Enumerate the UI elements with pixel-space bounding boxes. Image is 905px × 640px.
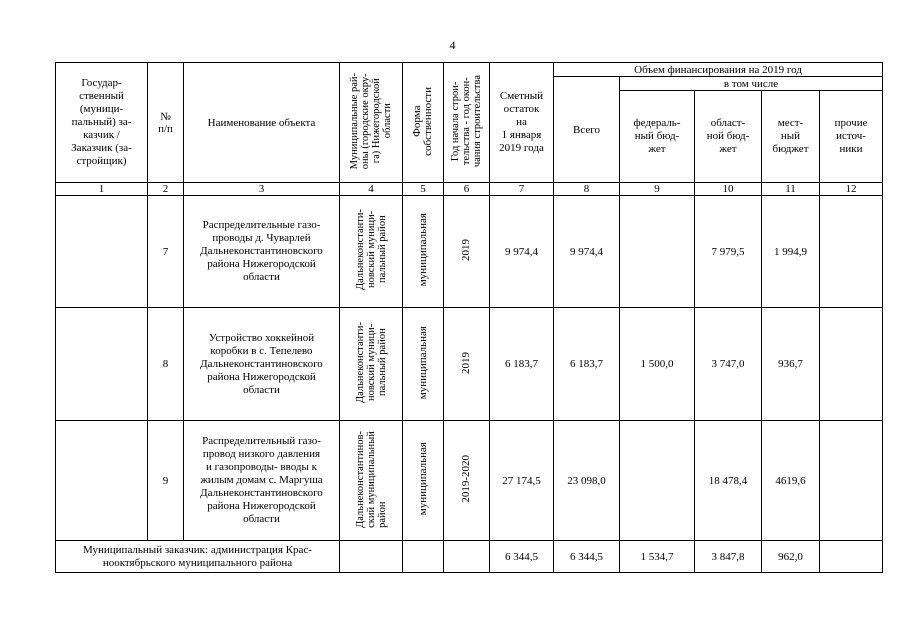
col-number: 5 <box>403 183 444 196</box>
row-balance: 9 974,4 <box>490 196 554 308</box>
header-regional: област- ной бюд- жет <box>695 91 762 183</box>
header-federal: федераль- ный бюд- жет <box>620 91 695 183</box>
col-number: 3 <box>184 183 340 196</box>
row-customer <box>56 421 148 541</box>
table-row <box>56 421 883 541</box>
row-district: Дальнеконстанти- новский муници- пальный район <box>340 196 403 308</box>
row-no: 9 <box>148 421 184 541</box>
header-district: Муниципальные рай- оны (городские окру- га) Нижегородской области <box>340 63 403 183</box>
header-ownership: Форма собственности <box>403 63 444 183</box>
row-object-name: Устройство хоккейной коробки в с. Тепелево Дальнеконстантиновского района Нижегородской области <box>184 308 340 421</box>
header-including: в том числе <box>620 77 883 91</box>
row-customer <box>56 308 148 421</box>
header-balance: Сметный остаток на 1 января 2019 года <box>490 63 554 183</box>
row-total: 9 974,4 <box>554 196 620 308</box>
col-number: 11 <box>762 183 820 196</box>
summary-ownership <box>403 541 444 573</box>
table-row <box>56 308 883 421</box>
col-number: 4 <box>340 183 403 196</box>
row-object-name: Распределительный газо- провод низкого давления и газопроводы- вводы к жилым домам с. Маргуша Дальнеконстантиновского района Нижегородской области <box>184 421 340 541</box>
row-local: 4619,6 <box>762 421 820 541</box>
row-balance: 27 174,5 <box>490 421 554 541</box>
financing-table <box>55 62 883 573</box>
row-other <box>820 421 883 541</box>
row-regional: 7 979,5 <box>695 196 762 308</box>
col-number: 12 <box>820 183 883 196</box>
col-number: 9 <box>620 183 695 196</box>
row-district: Дальнеконстанти- новский муници- пальный район <box>340 308 403 421</box>
row-no: 7 <box>148 196 184 308</box>
row-other <box>820 308 883 421</box>
row-federal <box>620 421 695 541</box>
row-ownership: муниципальная <box>403 421 444 541</box>
header-years: Год начала строи- тельства - год окон- чания строительства <box>444 63 490 183</box>
summary-local: 962,0 <box>762 541 820 573</box>
col-number: 10 <box>695 183 762 196</box>
header-customer: Государ- ственный (муници- пальный) за- казчик / Заказчик (за- стройщик) <box>56 63 148 183</box>
summary-regional: 3 847,8 <box>695 541 762 573</box>
row-district: Дальнеконстантинов- ский муниципальный район <box>340 421 403 541</box>
row-regional: 18 478,4 <box>695 421 762 541</box>
header-funding-group: Объем финансирования на 2019 год <box>554 63 883 77</box>
row-local: 1 994,9 <box>762 196 820 308</box>
header-local: мест- ный бюджет <box>762 91 820 183</box>
col-number: 8 <box>554 183 620 196</box>
col-number: 2 <box>148 183 184 196</box>
row-object-name: Распределительные газо- проводы д. Чуварлей Дальнеконстантиновского района Нижегородской области <box>184 196 340 308</box>
summary-district <box>340 541 403 573</box>
table-row <box>56 196 883 308</box>
row-regional: 3 747,0 <box>695 308 762 421</box>
row-years: 2019-2020 <box>444 421 490 541</box>
row-other <box>820 196 883 308</box>
header-object-name: Наименование объекта <box>184 63 340 183</box>
summary-label: Муниципальный заказчик: администрация Крас- нооктябрьского муниципального района <box>56 541 340 573</box>
col-number: 7 <box>490 183 554 196</box>
row-federal <box>620 196 695 308</box>
summary-total: 6 344,5 <box>554 541 620 573</box>
page-number: 4 <box>449 38 456 52</box>
row-ownership: муниципальная <box>403 196 444 308</box>
summary-years <box>444 541 490 573</box>
summary-federal: 1 534,7 <box>620 541 695 573</box>
row-no: 8 <box>148 308 184 421</box>
header-no: № п/п <box>148 63 184 183</box>
header-total: Всего <box>554 77 620 183</box>
col-number: 6 <box>444 183 490 196</box>
row-total: 6 183,7 <box>554 308 620 421</box>
row-total: 23 098,0 <box>554 421 620 541</box>
row-ownership: муниципальная <box>403 308 444 421</box>
header-other: прочие источ- ники <box>820 91 883 183</box>
summary-row <box>56 541 883 573</box>
col-number: 1 <box>56 183 148 196</box>
row-local: 936,7 <box>762 308 820 421</box>
summary-other <box>820 541 883 573</box>
summary-balance: 6 344,5 <box>490 541 554 573</box>
row-federal: 1 500,0 <box>620 308 695 421</box>
row-customer <box>56 196 148 308</box>
row-years: 2019 <box>444 196 490 308</box>
row-balance: 6 183,7 <box>490 308 554 421</box>
row-years: 2019 <box>444 308 490 421</box>
